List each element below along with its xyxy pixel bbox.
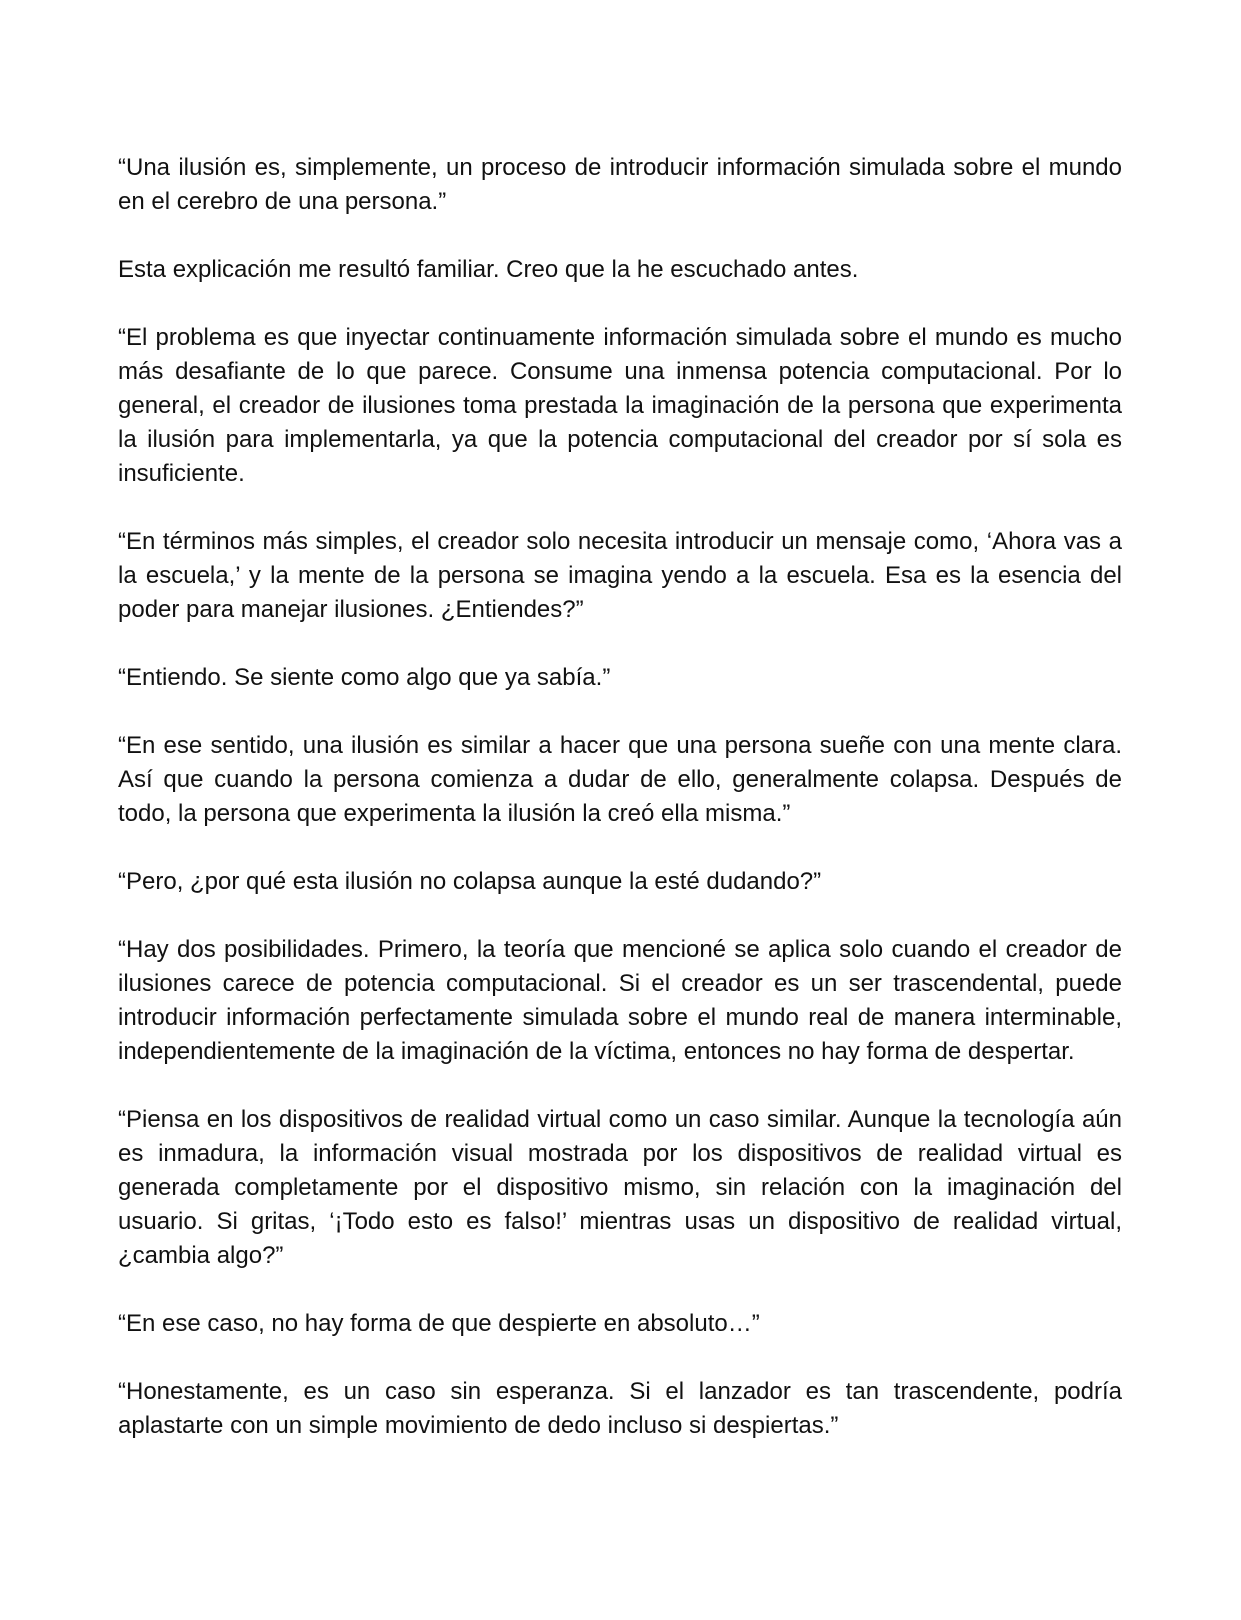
document-body <box>118 151 1122 1443</box>
paragraph-11: “Honestamente, es un caso sin esperanza. Si el lanzador es tan trascendente, podría aplastarte con un simple movimiento de dedo incluso si despiertas.” <box>118 1378 1122 1439</box>
paragraph-5: “Entiendo. Se siente como algo que ya sabía.” <box>118 664 611 691</box>
paragraph-6: “En ese sentido, una ilusión es similar a hacer que una persona sueñe con una mente clara. Así que cuando la persona comienza a dudar de ello, generalmente colapsa. Después de todo, la persona que experimenta la ilusión la creó ella misma.” <box>118 732 1122 827</box>
paragraph-8: “Hay dos posibilidades. Primero, la teoría que mencioné se aplica solo cuando el creador de ilusiones carece de potencia computacional. Si el creador es un ser trascendental, puede introducir información perfectamente simulada sobre el mundo real de manera interminable, independientemente de la imaginación de la víctima, entonces no hay forma de despertar. <box>118 936 1122 1065</box>
paragraph-3: “El problema es que inyectar continuamente información simulada sobre el mundo es mucho más desafiante de lo que parece. Consume una inmensa potencia computacional. Por lo general, el creador de ilusiones toma prestada la imaginación de la persona que experimenta la ilusión para implementarla, ya que la potencia computacional del creador por sí sola es insuficiente. <box>118 324 1122 487</box>
paragraph-7: “Pero, ¿por qué esta ilusión no colapsa aunque la esté dudando?” <box>118 868 822 895</box>
paragraph-2: Esta explicación me resultó familiar. Creo que la he escuchado antes. <box>118 256 859 283</box>
paragraph-4: “En términos más simples, el creador solo necesita introducir un mensaje como, ‘Ahora vas a la escuela,’ y la mente de la persona se imagina yendo a la escuela. Esa es la esencia del poder para manejar ilusiones. ¿Entiendes?” <box>118 528 1122 623</box>
paragraph-10: “En ese caso, no hay forma de que despierte en absoluto…” <box>118 1310 760 1337</box>
paragraph-1: “Una ilusión es, simplemente, un proceso de introducir información simulada sobre el mundo en el cerebro de una persona.” <box>118 154 1122 215</box>
paragraph-9: “Piensa en los dispositivos de realidad virtual como un caso similar. Aunque la tecnología aún es inmadura, la información visual mostrada por los dispositivos de realidad virtual es generada completamente por el dispositivo mismo, sin relación con la imaginación del usuario. Si gritas, ‘¡Todo esto es falso!’ mientras usas un dispositivo de realidad virtual, ¿cambia algo?” <box>118 1106 1122 1269</box>
